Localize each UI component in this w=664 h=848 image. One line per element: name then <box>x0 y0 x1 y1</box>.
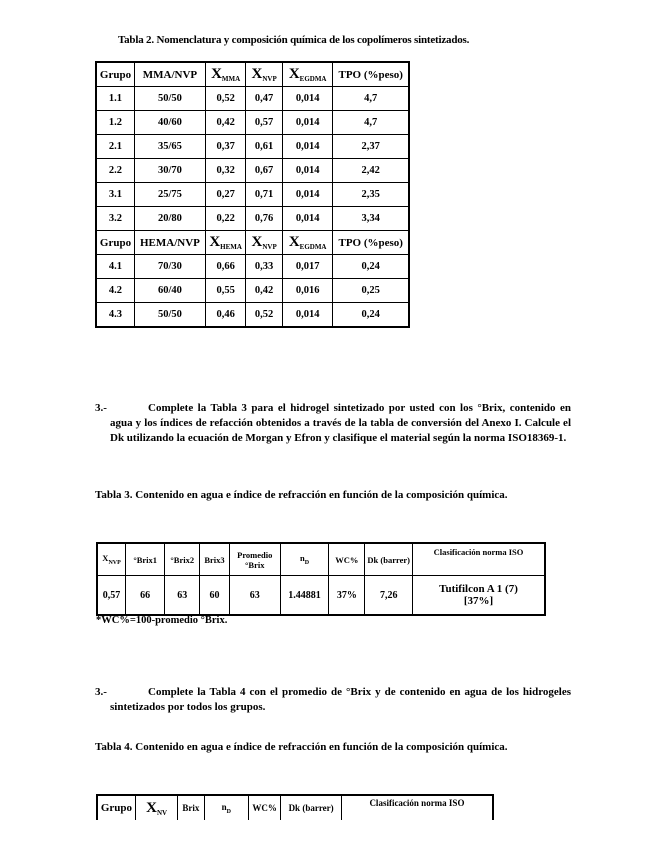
cell: 0,014 <box>282 87 333 111</box>
question-1-number: 3.- <box>95 402 107 414</box>
cell: 0,66 <box>205 255 246 279</box>
cell: 0,014 <box>282 111 333 135</box>
cell: 0,61 <box>246 135 282 159</box>
question-2-number: 3.- <box>95 686 107 698</box>
cell: 0,27 <box>205 183 246 207</box>
cell: 70/30 <box>134 255 205 279</box>
cell: 1.2 <box>96 111 134 135</box>
header-grupo: Grupo <box>96 62 134 87</box>
cell: 0,46 <box>205 303 246 328</box>
cell: 0,24 <box>333 255 409 279</box>
cell: 50/50 <box>134 303 205 328</box>
cell: 0,22 <box>205 207 246 231</box>
cell: 0,42 <box>205 111 246 135</box>
cell-dk: 7,26 <box>365 576 413 616</box>
header-wc: WC% <box>329 543 365 576</box>
question-2-text: Complete la Tabla 4 con el promedio de °Brix y de contenido en agua de los hidrogeles sintetizados por todos los grupos. <box>110 686 571 713</box>
cell: 0,55 <box>205 279 246 303</box>
cell: 3.1 <box>96 183 134 207</box>
cell: 0,014 <box>282 135 333 159</box>
header-x-egdma: $X_{EGDMA}$ <box>282 62 333 87</box>
cell: 0,52 <box>205 87 246 111</box>
cell: 2.1 <box>96 135 134 159</box>
table-row <box>96 159 409 183</box>
header-x-egdma: $X_{EGDMA}$ <box>282 231 333 255</box>
cell: 0,47 <box>246 87 282 111</box>
cell: 0,017 <box>282 255 333 279</box>
header-promedio: Promedio °Brix <box>229 543 280 576</box>
cell: 60/40 <box>134 279 205 303</box>
header-nd: $n_D$ <box>280 543 329 576</box>
cell: 0,016 <box>282 279 333 303</box>
cell: 0,014 <box>282 207 333 231</box>
table-row <box>96 135 409 159</box>
cell: 0,014 <box>282 183 333 207</box>
header-tpo: TPO (%peso) <box>333 231 409 255</box>
cell: 25/75 <box>134 183 205 207</box>
header-ratio: MMA/NVP <box>134 62 205 87</box>
cell: 0,37 <box>205 135 246 159</box>
cell: 2,42 <box>333 159 409 183</box>
table4-caption: Tabla 4. Contenido en agua e índice de refracción en función de la composición química. <box>95 741 508 753</box>
cell: 4.1 <box>96 255 134 279</box>
header-brix3: Brix3 <box>200 543 230 576</box>
table-row <box>96 255 409 279</box>
cell-xnvp: 0,57 <box>97 576 126 616</box>
table-row <box>96 207 409 231</box>
header-nd: $n_D$ <box>204 795 248 820</box>
header-tpo: TPO (%peso) <box>333 62 409 87</box>
table3 <box>96 542 546 616</box>
table-row <box>96 279 409 303</box>
table-row <box>97 576 545 616</box>
table-row <box>96 183 409 207</box>
cell: 1.1 <box>96 87 134 111</box>
cell: 30/70 <box>134 159 205 183</box>
cell-wc: 37% <box>329 576 365 616</box>
header-iso: Clasificación norma ISO <box>413 543 545 576</box>
cell: 2,35 <box>333 183 409 207</box>
question-1-text: Complete la Tabla 3 para el hidrogel sintetizado por usted con los °Brix, contenido en agua y los índices de refacción obtenidos a través de la tabla de conversión del Anexo I. Calcule el Dk utilizando la ecuación de Morgan y Efron y clasifique el material según la norma ISO18369-1. <box>110 402 571 444</box>
header-grupo: Grupo <box>97 795 135 820</box>
cell: 0,33 <box>246 255 282 279</box>
header-dk: Dk (barrer) <box>365 543 413 576</box>
cell: 0,25 <box>333 279 409 303</box>
cell-nd: 1.44881 <box>280 576 329 616</box>
cell: 0,24 <box>333 303 409 328</box>
table2-header-row-2 <box>96 231 409 255</box>
table3-caption: Tabla 3. Contenido en agua e índice de refracción en función de la composición química. <box>95 489 508 501</box>
cell: 0,76 <box>246 207 282 231</box>
header-brix1: °Brix1 <box>126 543 165 576</box>
cell: 0,42 <box>246 279 282 303</box>
cell: 0,67 <box>246 159 282 183</box>
table2-header-row <box>96 62 409 87</box>
cell: 4.2 <box>96 279 134 303</box>
cell: 3.2 <box>96 207 134 231</box>
cell: 0,014 <box>282 303 333 328</box>
question-2 <box>95 685 571 715</box>
table4-header-row <box>97 795 493 820</box>
table-row <box>96 87 409 111</box>
cell-iso: Tutifilcon A 1 (7) [37%] <box>413 576 545 616</box>
header-grupo: Grupo <box>96 231 134 255</box>
header-ratio: HEMA/NVP <box>134 231 205 255</box>
cell-brix3: 60 <box>200 576 230 616</box>
table3-header-row <box>97 543 545 576</box>
header-x-nv: $X_{NV}$ <box>135 795 177 820</box>
header-brix: Brix <box>178 795 204 820</box>
header-brix2: °Brix2 <box>165 543 200 576</box>
cell: 4.3 <box>96 303 134 328</box>
cell: 3,34 <box>333 207 409 231</box>
cell: 0,71 <box>246 183 282 207</box>
cell: 40/60 <box>134 111 205 135</box>
cell: 0,014 <box>282 159 333 183</box>
header-wc: WC% <box>248 795 280 820</box>
header-iso: Clasificación norma ISO <box>341 795 493 820</box>
cell: 0,57 <box>246 111 282 135</box>
cell-brix1: 66 <box>126 576 165 616</box>
header-x-nvp: $X_{NVP}$ <box>246 231 282 255</box>
cell: 2,37 <box>333 135 409 159</box>
cell: 50/50 <box>134 87 205 111</box>
header-x-nvp: $X_{NVP}$ <box>246 62 282 87</box>
cell: 2.2 <box>96 159 134 183</box>
cell: 0,52 <box>246 303 282 328</box>
cell: 4,7 <box>333 87 409 111</box>
table2 <box>95 61 410 328</box>
cell-promedio: 63 <box>229 576 280 616</box>
header-x-mma: $X_{MMA}$ <box>205 62 246 87</box>
table3-footnote: *WC%=100-promedio °Brix. <box>96 615 228 626</box>
table4 <box>96 794 494 820</box>
cell-brix2: 63 <box>165 576 200 616</box>
header-x-hema: $X_{HEMA}$ <box>205 231 246 255</box>
header-x-nvp: $X_{NVP}$ <box>97 543 126 576</box>
table2-caption: Tabla 2. Nomenclatura y composición química de los copolímeros sintetizados. <box>118 34 470 46</box>
header-dk: Dk (barrer) <box>281 795 342 820</box>
table-row <box>96 111 409 135</box>
cell: 4,7 <box>333 111 409 135</box>
cell: 0,32 <box>205 159 246 183</box>
cell: 20/80 <box>134 207 205 231</box>
table-row <box>96 303 409 328</box>
cell: 35/65 <box>134 135 205 159</box>
question-1 <box>95 401 571 446</box>
